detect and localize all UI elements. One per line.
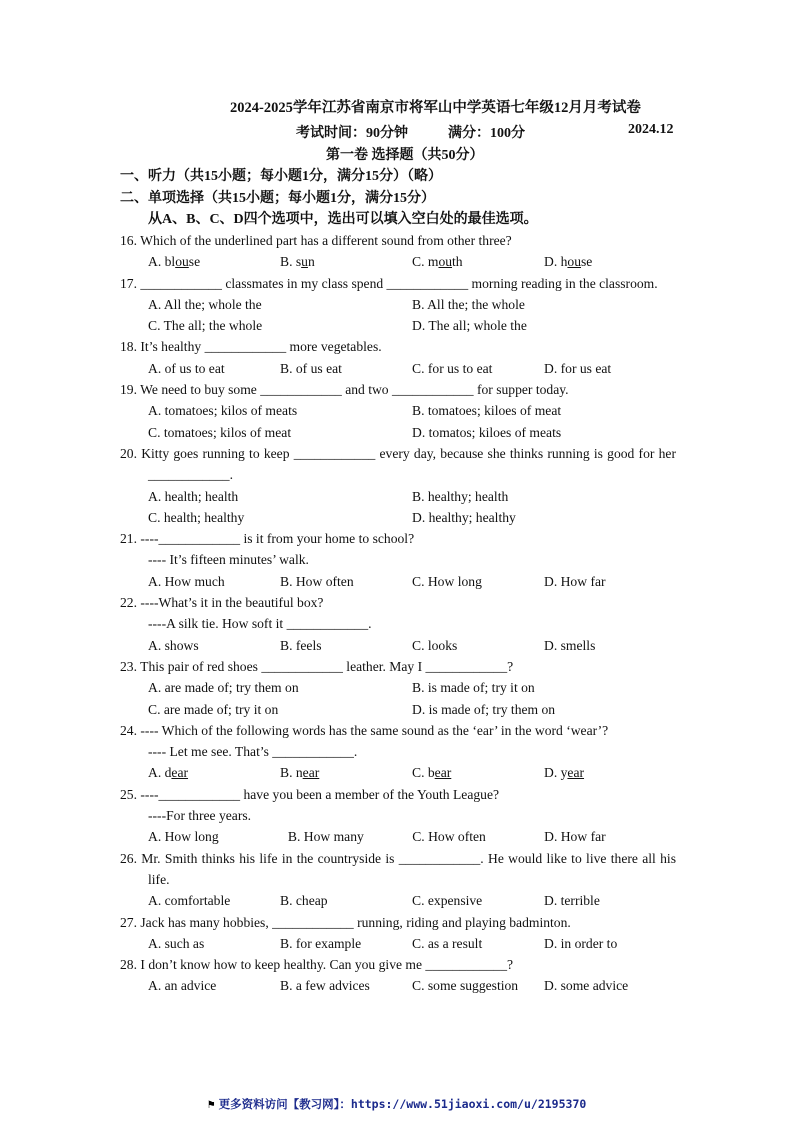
option-text: B. n: [280, 765, 303, 781]
option-d[interactable]: D. healthy; healthy: [412, 509, 516, 525]
exam-meta: [0, 122, 794, 142]
option-text: A. bl: [148, 254, 176, 270]
option-row: [120, 400, 676, 421]
option-b[interactable]: B. feels: [280, 637, 322, 653]
question-24: [120, 720, 676, 784]
part-heading: 第一卷 选择题（共50分）: [326, 148, 484, 163]
footer-link[interactable]: [0, 1096, 794, 1112]
exam-title: 2024-2025学年江苏省南京市将军山中学英语七年级12月月考试卷: [230, 100, 641, 116]
option-d[interactable]: [544, 762, 676, 783]
option-b[interactable]: [280, 762, 412, 783]
underlined-letters: ou: [438, 254, 453, 270]
option-row: [120, 294, 676, 315]
flag-icon: ⚑: [207, 1097, 215, 1111]
option-d[interactable]: D. is made of; try them on: [412, 701, 556, 717]
option-text: D. y: [544, 765, 568, 781]
underlined-letters: ear: [171, 765, 189, 781]
question-stem: 20. Kitty goes running to keep ____________ every day, because she thinks running is good for her ____________.: [120, 445, 676, 483]
option-row: [120, 315, 676, 336]
option-c[interactable]: C. as a result: [412, 935, 483, 951]
question-21: [120, 528, 676, 592]
option-a[interactable]: A. an advice: [148, 978, 217, 994]
option-d[interactable]: [544, 251, 676, 272]
option-row: [120, 635, 676, 656]
option-a[interactable]: A. health; health: [148, 488, 239, 504]
underlined-letters: ear: [434, 765, 452, 781]
option-a[interactable]: A. shows: [148, 637, 199, 653]
question-stem: 17. ____________ classmates in my class spend ____________ morning reading in the classroom.: [120, 275, 658, 291]
question-stem: 23. This pair of red shoes ____________ leather. May I ____________?: [120, 658, 514, 674]
dialogue-reply: ---- It’s fifteen minutes’ walk.: [148, 552, 309, 568]
exam-score: 满分：100分: [448, 126, 525, 141]
option-row: [120, 699, 676, 720]
option-d[interactable]: D. tomatos; kiloes of meats: [412, 424, 562, 440]
question-26: [120, 848, 676, 912]
option-text: B. s: [280, 254, 302, 270]
option-a[interactable]: A. All the; whole the: [148, 296, 262, 312]
question-list: [120, 230, 676, 997]
option-a[interactable]: [148, 251, 280, 272]
option-b[interactable]: B. How many: [287, 829, 364, 845]
option-c[interactable]: [412, 762, 544, 783]
option-c[interactable]: C. tomatoes; kilos of meat: [148, 424, 292, 440]
option-c[interactable]: C. How long: [412, 573, 482, 589]
question-20: [120, 443, 676, 528]
option-row: [120, 762, 676, 783]
exam-date: 2024.12: [628, 122, 674, 137]
option-b[interactable]: B. healthy; health: [412, 488, 509, 504]
option-a[interactable]: A. such as: [148, 935, 205, 951]
option-b[interactable]: B. of us eat: [280, 360, 342, 376]
question-17: [120, 273, 676, 337]
option-d[interactable]: D. How far: [544, 573, 606, 589]
option-d[interactable]: D. The all; whole the: [412, 318, 527, 334]
option-c[interactable]: C. some suggestion: [412, 978, 519, 994]
option-text: A. d: [148, 765, 172, 781]
question-28: [120, 954, 676, 997]
option-text: n: [307, 254, 315, 270]
question-stem: 21. ----____________ is it from your home to school?: [120, 531, 415, 547]
option-a[interactable]: A. tomatoes; kilos of meats: [148, 403, 298, 419]
question-stem: 24. ---- Which of the following words has the same sound as the ‘ear’ in the word ‘wear’?: [120, 722, 609, 738]
option-c[interactable]: C. How often: [412, 829, 486, 845]
option-b[interactable]: B. tomatoes; kiloes of meat: [412, 403, 562, 419]
option-row: [120, 486, 676, 507]
option-row: [120, 890, 676, 911]
section-single-choice: 二、单项选择（共15小题；每小题1分，满分15分）: [120, 191, 435, 206]
option-text: D. h: [544, 254, 568, 270]
option-d[interactable]: D. How far: [544, 829, 606, 845]
option-d[interactable]: D. in order to: [544, 935, 618, 951]
section-instruction: 从A、B、C、D四个选项中，选出可以填入空白处的最佳选项。: [148, 212, 538, 227]
question-19: [120, 379, 676, 443]
question-18: [120, 336, 676, 379]
question-25: [120, 784, 676, 848]
underlined-letters: ou: [175, 254, 189, 270]
option-row: [120, 571, 676, 592]
option-d[interactable]: D. terrible: [544, 893, 600, 909]
question-stem: 28. I don’t know how to keep healthy. Can you give me ____________?: [120, 957, 514, 973]
underlined-letters: ou: [567, 254, 582, 270]
option-c[interactable]: C. looks: [412, 637, 458, 653]
dialogue-reply: ---- Let me see. That’s ____________.: [148, 744, 358, 760]
option-c[interactable]: C. are made of; try it on: [148, 701, 279, 717]
option-c[interactable]: C. The all; the whole: [148, 318, 263, 334]
question-stem: 19. We need to buy some ____________ and two ____________ for supper today.: [120, 382, 569, 398]
question-22: [120, 592, 676, 656]
question-stem: 27. Jack has many hobbies, ____________ running, riding and playing badminton.: [120, 914, 571, 930]
option-c[interactable]: C. for us to eat: [412, 360, 493, 376]
option-text: C. m: [412, 254, 439, 270]
exam-time: 考试时间：90分钟: [296, 126, 408, 141]
question-stem: 25. ----____________ have you been a member of the Youth League?: [120, 786, 500, 802]
option-a[interactable]: [148, 762, 280, 783]
option-text: th: [452, 254, 463, 270]
option-row: [120, 975, 676, 996]
option-a[interactable]: A. How much: [148, 573, 225, 589]
dialogue-reply: ----For three years.: [148, 808, 252, 824]
dialogue-reply: ----A silk tie. How soft it ____________.: [148, 616, 372, 632]
option-row: [120, 933, 676, 954]
option-text: se: [188, 254, 201, 270]
option-row: [120, 826, 676, 847]
question-16: [120, 230, 676, 273]
option-row: [120, 422, 676, 443]
underlined-letters: u: [301, 254, 308, 270]
option-row: [120, 251, 676, 272]
option-b[interactable]: B. a few advices: [280, 978, 370, 994]
option-b[interactable]: B. is made of; try it on: [412, 680, 535, 696]
option-row: [120, 507, 676, 528]
question-stem: 22. ----What’s it in the beautiful box?: [120, 595, 324, 611]
question-stem: 26. Mr. Smith thinks his life in the countryside is ____________. He would like to live there all his life.: [120, 850, 676, 887]
option-b[interactable]: [280, 251, 412, 272]
option-b[interactable]: B. How often: [280, 573, 354, 589]
underlined-letters: ear: [302, 765, 320, 781]
underlined-letters: ear: [567, 765, 585, 781]
option-b[interactable]: B. All the; the whole: [412, 296, 525, 312]
question-27: [120, 912, 676, 955]
option-d[interactable]: D. for us eat: [544, 360, 612, 376]
option-a[interactable]: A. comfortable: [148, 893, 231, 909]
option-a[interactable]: A. are made of; try them on: [148, 680, 299, 696]
option-d[interactable]: D. smells: [544, 637, 596, 653]
question-stem: 18. It’s healthy ____________ more vegetables.: [120, 339, 382, 355]
option-row: [120, 358, 676, 379]
option-d[interactable]: D. some advice: [544, 978, 629, 994]
footer-text: 更多资料访问【教习网】：https://www.51jiaoxi.com/u/2195370: [218, 1097, 587, 1111]
option-a[interactable]: A. of us to eat: [148, 360, 225, 376]
question-23: [120, 656, 676, 720]
option-c[interactable]: C. health; healthy: [148, 509, 245, 525]
option-b[interactable]: B. cheap: [280, 893, 328, 909]
question-stem: 16. Which of the underlined part has a different sound from other three?: [120, 233, 512, 248]
option-a[interactable]: A. How long: [148, 829, 219, 845]
option-text: se: [581, 254, 593, 270]
option-c[interactable]: [412, 251, 544, 272]
option-row: [120, 677, 676, 698]
option-text: C. b: [412, 765, 435, 781]
option-c[interactable]: C. expensive: [412, 893, 483, 909]
option-b[interactable]: B. for example: [280, 935, 362, 951]
section-listening: 一、听力（共15小题；每小题1分，满分15分）（略）: [120, 169, 442, 184]
